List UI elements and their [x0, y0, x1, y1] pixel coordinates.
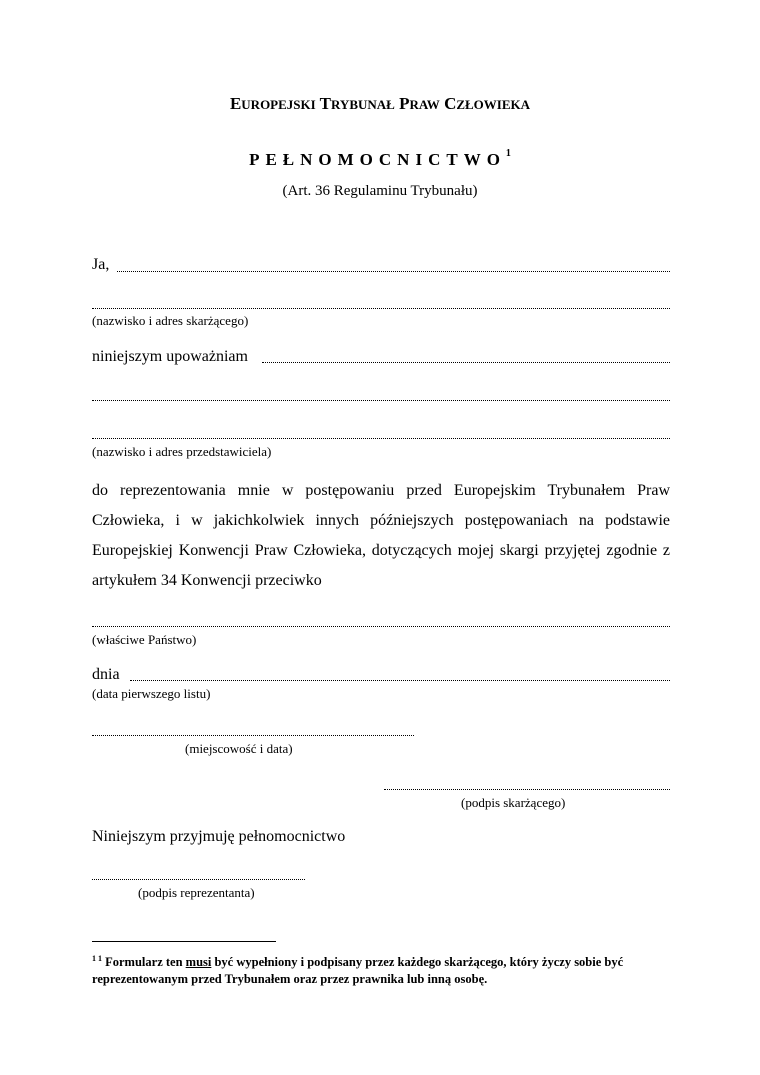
representative-address-field-2[interactable] [92, 438, 670, 439]
authorization-paragraph: do reprezentowania mnie w postępowaniu przed Europejskim Trybunałem Praw Człowieka, i w jakichkolwiek innych późniejszych postępowaniach na podstawie Europejskiej Konwencji Praw Człowieka, dotyczących mojej skargi przyjętej zgodnie z artykułem 34 Konwencji przeciwko [92, 482, 670, 589]
footnote-mark: 1 [505, 148, 511, 160]
document-title [0, 150, 760, 170]
court-title [0, 94, 760, 114]
representative-name-field[interactable] [262, 362, 670, 363]
representative-signature-field[interactable] [92, 879, 305, 880]
footnote [92, 950, 682, 988]
letter-date-field[interactable] [130, 680, 670, 681]
applicant-signature-caption: (podpis skarżącego) [461, 795, 566, 810]
representative-signature-caption: (podpis reprezentanta) [138, 885, 255, 900]
letter-date-caption: (data pierwszego listu) [92, 686, 211, 701]
letter-date-prefix: dnia [92, 666, 120, 683]
applicant-signature-field[interactable] [384, 789, 670, 790]
footnote-text-before: Formularz ten [105, 955, 183, 970]
state-caption: (właściwe Państwo) [92, 632, 197, 647]
representative-address-field-1[interactable] [92, 400, 670, 401]
court-title-text: EUROPEJSKI TRYBUNAŁ PRAW CZŁOWIEKA [229, 94, 531, 113]
place-date-field[interactable] [92, 735, 414, 736]
state-field[interactable] [92, 626, 670, 627]
acceptance-text: Niniejszym przyjmuję pełnomocnictwo [92, 828, 346, 845]
footnote-text-after: być wypełniony i podpisany przez każdego skarżącego, który życzy sobie być reprezentowanym przed Trybunałem oraz przez prawnika lub inną osobę. [92, 955, 624, 987]
applicant-name-field[interactable] [117, 271, 670, 272]
place-date-caption: (miejscowość i data) [185, 741, 293, 756]
representative-caption: (nazwisko i adres przedstawiciela) [92, 444, 272, 459]
applicant-prefix: Ja, [92, 256, 110, 273]
applicant-address-field[interactable] [92, 308, 670, 309]
applicant-caption: (nazwisko i adres skarżącego) [92, 313, 249, 328]
footnote-emphasis: musi [185, 955, 212, 970]
document-subtitle: (Art. 36 Regulaminu Trybunału) [282, 183, 478, 199]
document-title-text: PEŁNOMOCNICTWO [249, 150, 506, 169]
representative-prefix: niniejszym upoważniam [92, 348, 248, 365]
footnote-separator [92, 941, 276, 942]
footnote-marks: 1 1 [92, 954, 102, 963]
